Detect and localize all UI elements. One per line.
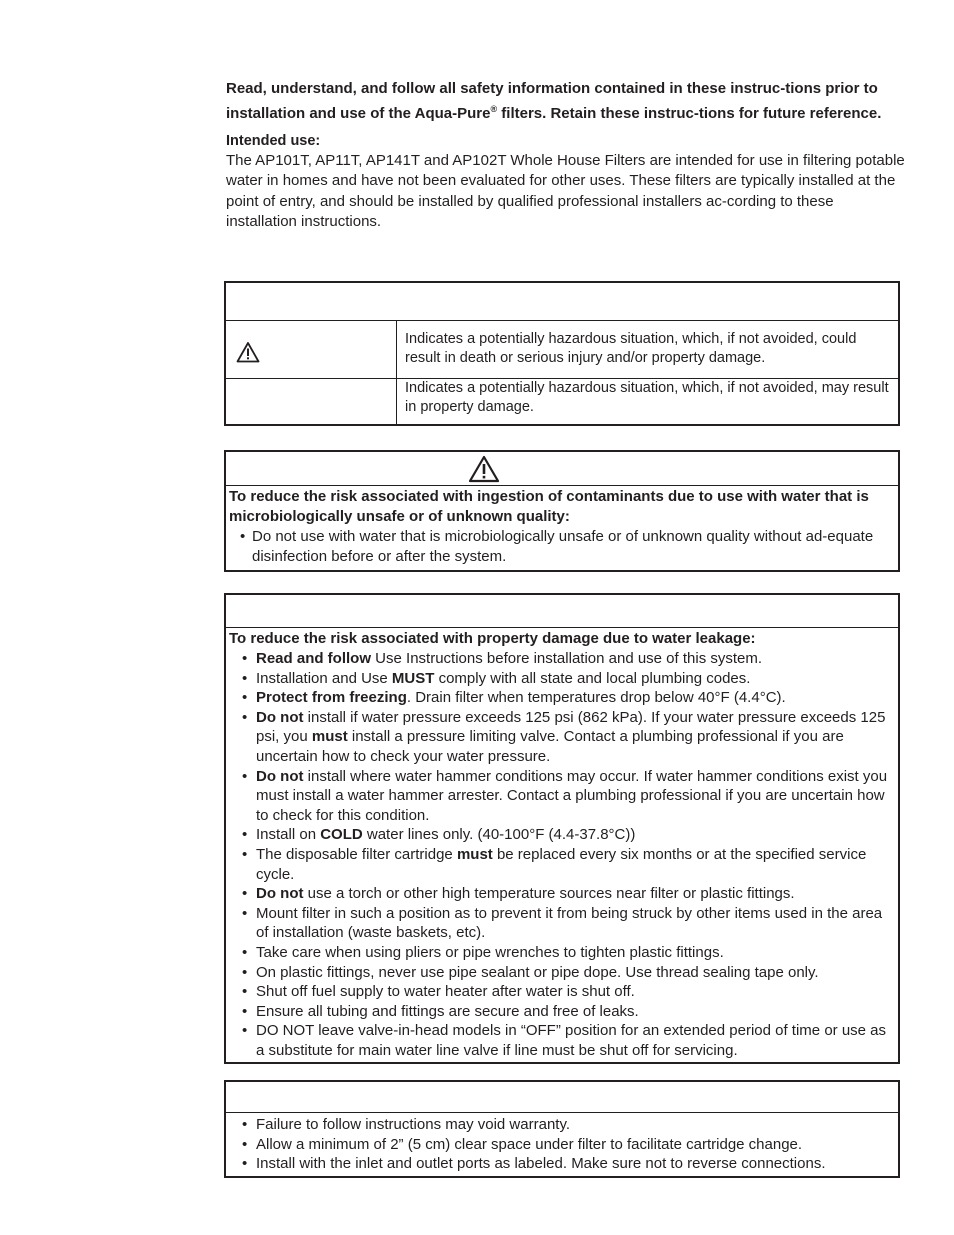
- notice-bullet-list: [229, 1115, 898, 1174]
- list-item: • Protect from freezing. Drain filter when temperatures drop below 40°F (4.4°C).: [229, 688, 898, 708]
- list-item: • Do not use with water that is microbiologically unsafe or of unknown quality without ad-equate disinfection before or after the system.: [229, 527, 898, 566]
- caution-bullet-list: [229, 649, 898, 1060]
- list-item: • Failure to follow instructions may void warranty.: [229, 1115, 898, 1135]
- caution-header: [226, 595, 898, 628]
- list-item: • Read and follow Use Instructions before installation and use of this system.: [229, 649, 898, 669]
- legend-description-warning: Indicates a potentially hazardous situation, which, if not avoided, could result in death or serious injury and/or property damage.: [405, 331, 857, 366]
- list-item: • Install on COLD water lines only. (40-100°F (4.4-37.8°C)): [229, 825, 898, 845]
- legend-label-cell: [226, 379, 397, 425]
- intended-use-text: The AP101T, AP11T, AP141T and AP102T Whole House Filters are intended for use in filtering potable water in homes and have not been evaluated for other uses. These filters are typically installed at the point of entry, and should be installed by qualified professional installers ac-cording to these installation instructions.: [226, 152, 905, 230]
- warning-triangle-icon: [468, 455, 500, 483]
- list-item: • Do not install if water pressure exceeds 125 psi (862 kPa). If your water pressure exceeds 125 psi, you must install a pressure limiting valve. Contact a plumbing professional if you are uncertain how to check your water pressure.: [229, 708, 898, 767]
- legend-row-warning: [226, 321, 898, 379]
- list-item: • Ensure all tubing and fittings are secure and free of leaks.: [229, 1002, 898, 1022]
- list-item: • Do not install where water hammer conditions may occur. If water hammer conditions exist you must install a water hammer arrester. Contact a plumbing professional if you are uncertain how to check for this condition.: [229, 767, 898, 826]
- intended-use-label: Intended use:: [226, 133, 321, 149]
- legend-row-caution: [226, 379, 898, 425]
- legend-label-cell: [226, 321, 397, 378]
- warning-header: [226, 452, 898, 486]
- intro-section: [226, 78, 906, 232]
- list-item: • On plastic fittings, never use pipe sealant or pipe dope. Use thread sealing tape only.: [229, 963, 898, 983]
- notice-box: [224, 1080, 900, 1178]
- hazard-legend-table: [224, 281, 900, 426]
- caution-body: [226, 628, 898, 1060]
- list-item: • Take care when using pliers or pipe wrenches to tighten plastic fittings.: [229, 943, 898, 963]
- legend-description-caution: Indicates a potentially hazardous situation, which, if not avoided, may result in property damage.: [405, 380, 889, 415]
- list-item: • Installation and Use MUST comply with all state and local plumbing codes.: [229, 669, 898, 689]
- caution-risk-heading: To reduce the risk associated with property damage due to water leakage:: [229, 630, 756, 647]
- notice-header: [226, 1082, 898, 1113]
- list-item: • Allow a minimum of 2” (5 cm) clear space under filter to facilitate cartridge change.: [229, 1135, 898, 1155]
- list-item: • Install with the inlet and outlet ports as labeled. Make sure not to reverse connections.: [229, 1154, 898, 1174]
- list-item: • The disposable filter cartridge must be replaced every six months or at the specified service cycle.: [229, 845, 898, 884]
- list-item: • Mount filter in such a position as to prevent it from being struck by other items used in the area of installation (waste baskets, etc).: [229, 904, 898, 943]
- notice-body: [226, 1113, 898, 1174]
- list-item: • Shut off fuel supply to water heater after water is shut off.: [229, 982, 898, 1002]
- safety-statement: Read, understand, and follow all safety information contained in these instruc-tions prior to installation and use of the Aqua-Pure® filters. Retain these instruc-tions for future reference.: [226, 80, 882, 122]
- list-item: • Do not use a torch or other high temperature sources near filter or plastic fittings.: [229, 884, 898, 904]
- warning-risk-heading: To reduce the risk associated with ingestion of contaminants due to use with water that is microbiologically unsafe or of unknown quality:: [229, 488, 869, 525]
- caution-box: [224, 593, 900, 1064]
- warning-triangle-icon: [236, 341, 260, 363]
- warning-body: [226, 486, 898, 566]
- legend-header: [226, 283, 898, 321]
- list-item: • DO NOT leave valve-in-head models in “OFF” position for an extended period of time or use as a substitute for main water line valve if line must be shut off for servicing.: [229, 1021, 898, 1060]
- warning-bullet-list: [229, 527, 898, 566]
- warning-box: [224, 450, 900, 572]
